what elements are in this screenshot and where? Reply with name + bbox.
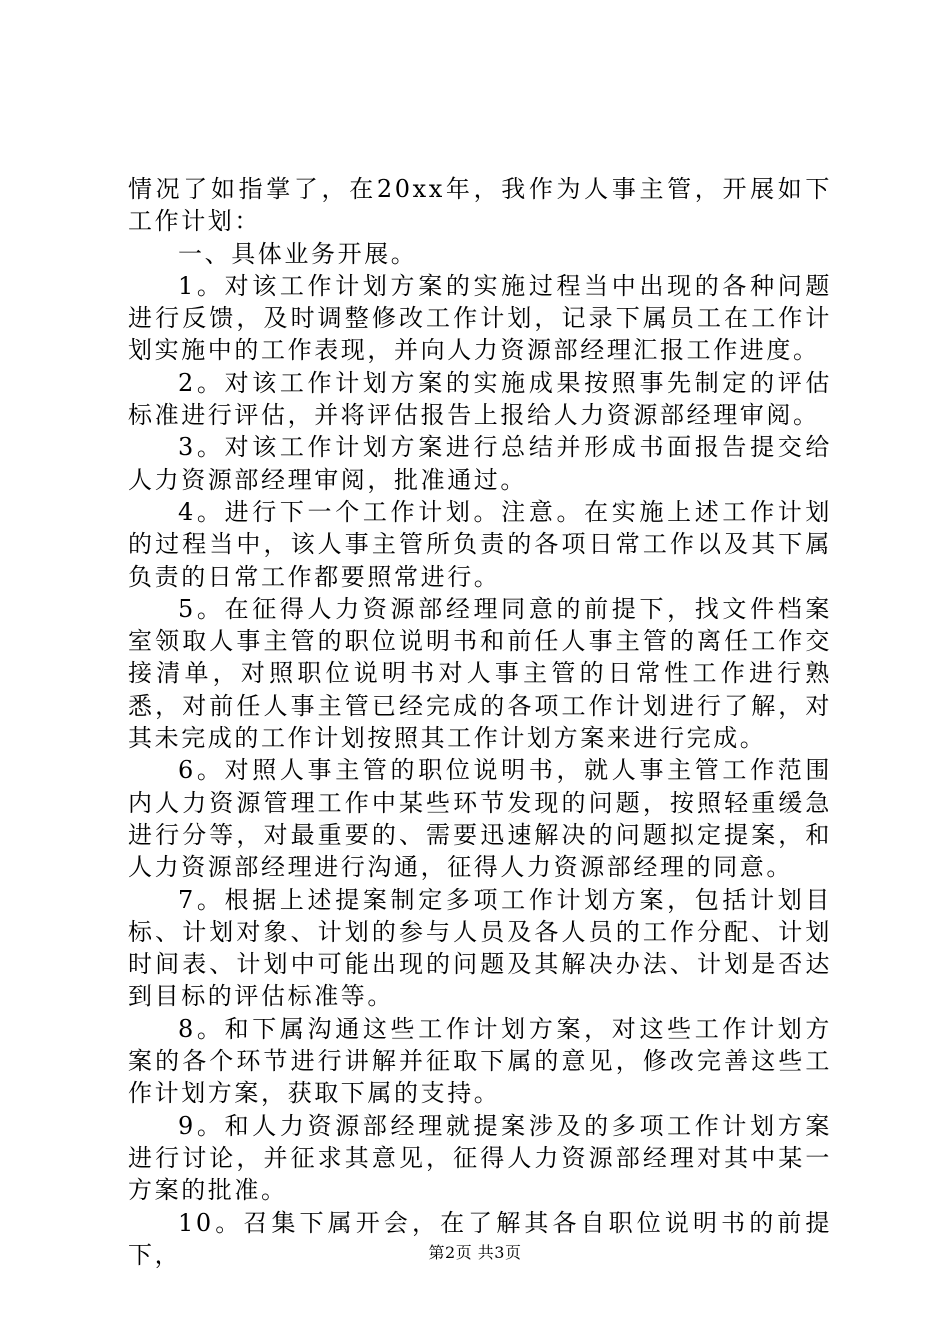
paragraph-item-8: 8。和下属沟通这些工作计划方案，对这些工作计划方案的各个环节进行讲解并征取下属的意见，修改完善这些工作计划方案，获取下属的支持。 xyxy=(128,1014,832,1108)
paragraph-item-6: 6。对照人事主管的职位说明书，就人事主管工作范围内人力资源管理工作中某些环节发现的问题，按照轻重缓急进行分等，对最重要的、需要迅速解决的问题拟定提案，和人力资源部经理进行沟通，征得人力资源部经理的同意。 xyxy=(128,756,832,882)
page-footer xyxy=(0,1240,950,1263)
paragraph-section-heading: 一、具体业务开展。 xyxy=(178,239,418,268)
paragraph-item-9: 9。和人力资源部经理就提案涉及的多项工作计划方案进行讨论，并征求其意见，征得人力资源部经理对其中某一方案的批准。 xyxy=(128,1111,832,1205)
page-number-label: 第2页 共3页 xyxy=(428,1243,522,1262)
paragraph-item-10: 10。召集下属开会，在了解其各自职位说明书的前提下， xyxy=(128,1208,832,1269)
document-body xyxy=(128,173,832,1271)
paragraph-intro: 情况了如指掌了，在20xx年，我作为人事主管，开展如下工作计划： xyxy=(128,175,832,236)
paragraph-item-4: 4。进行下一个工作计划。注意。在实施上述工作计划的过程当中，该人事主管所负责的各项日常工作以及其下属负责的日常工作都要照常进行。 xyxy=(128,497,832,591)
paragraph-item-5: 5。在征得人力资源部经理同意的前提下，找文件档案室领取人事主管的职位说明书和前任人事主管的离任工作交接清单，对照职位说明书对人事主管的日常性工作进行熟悉，对前任人事主管已经完成的各项工作计划进行了解，对其未完成的工作计划按照其工作计划方案来进行完成。 xyxy=(128,594,832,753)
paragraph-item-3: 3。对该工作计划方案进行总结并形成书面报告提交给人力资源部经理审阅，批准通过。 xyxy=(128,433,832,494)
paragraph-item-2: 2。对该工作计划方案的实施成果按照事先制定的评估标准进行评估，并将评估报告上报给人力资源部经理审阅。 xyxy=(128,368,832,430)
paragraph-item-1: 1。对该工作计划方案的实施过程当中出现的各种问题进行反馈，及时调整修改工作计划，记录下属员工在工作计划实施中的工作表现，并向人力资源部经理汇报工作进度。 xyxy=(128,271,832,365)
paragraph-item-7: 7。根据上述提案制定多项工作计划方案，包括计划目标、计划对象、计划的参与人员及各人员的工作分配、计划时间表、计划中可能出现的问题及其解决办法、计划是否达到目标的评估标准等。 xyxy=(128,885,832,1011)
